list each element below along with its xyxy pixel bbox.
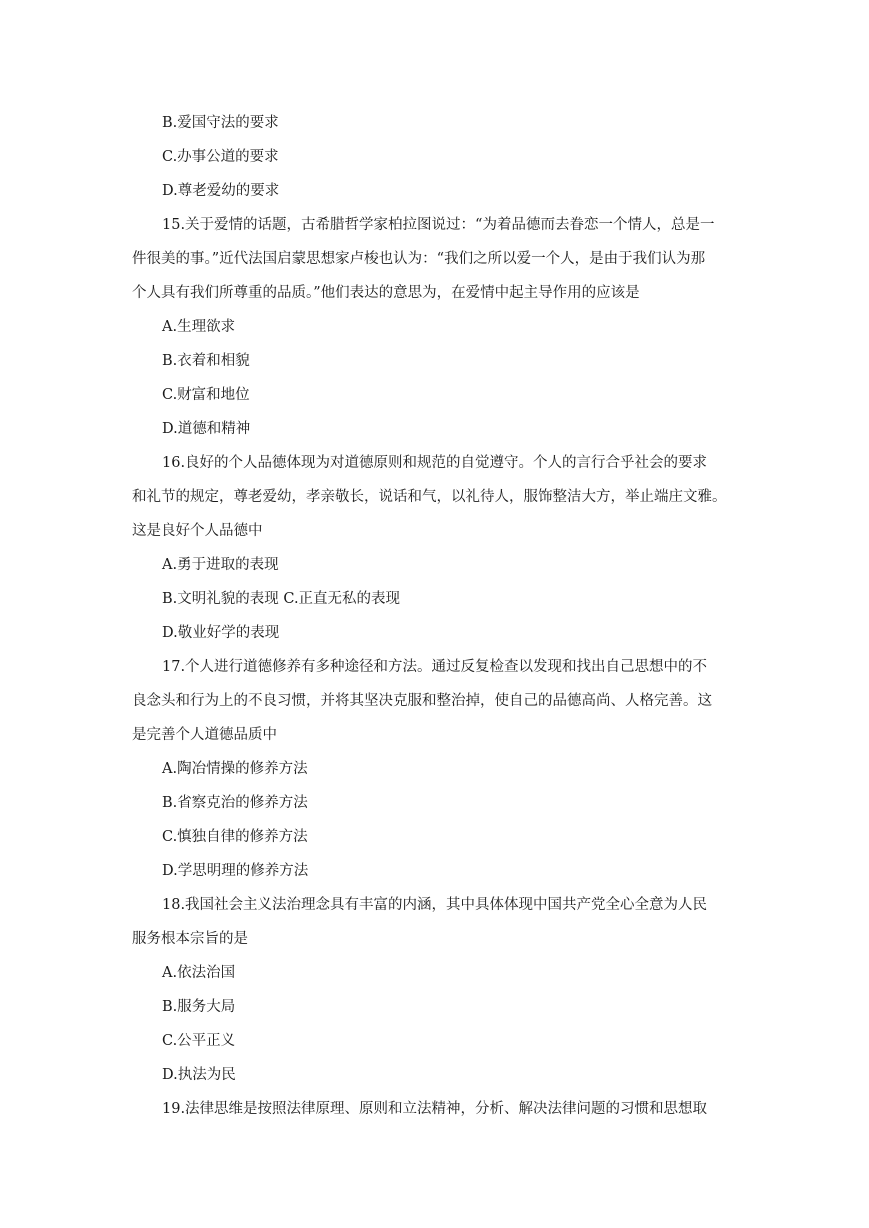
option-d-q16: D.敬业好学的表现 <box>162 625 280 641</box>
question-15-line-1: 15.关于爱情的话题，古希腊哲学家柏拉图说过：“为着品德而去眷恋一个情人，总是一 <box>162 217 715 233</box>
option-c-q14: C.办事公道的要求 <box>162 149 279 165</box>
option-b-c-q16: B.文明礼貌的表现 C.正直无私的表现 <box>162 591 401 607</box>
option-c-q18: C.公平正义 <box>162 1033 236 1049</box>
option-d-q18: D.执法为民 <box>162 1067 236 1083</box>
option-b-q17: B.省察克治的修养方法 <box>162 795 308 811</box>
option-d-q14: D.尊老爱幼的要求 <box>162 183 280 199</box>
option-b-q15: B.衣着和相貌 <box>162 353 250 369</box>
question-17-line-1: 17.个人进行道德修养有多种途径和方法。通过反复检查以发现和找出自己思想中的不 <box>162 659 708 675</box>
option-a-q18: A.依法治国 <box>162 965 236 981</box>
option-d-q17: D.学思明理的修养方法 <box>162 863 309 879</box>
question-19-line-1: 19.法律思维是按照法律原理、原则和立法精神，分析、解决法律问题的习惯和思想取 <box>162 1101 708 1117</box>
question-17-line-3: 是完善个人道德品质中 <box>132 727 277 743</box>
option-a-q17: A.陶冶情操的修养方法 <box>162 761 308 777</box>
option-b-q18: B.服务大局 <box>162 999 236 1015</box>
question-18-line-1: 18.我国社会主义法治理念具有丰富的内涵，其中具体体现中国共产党全心全意为人民 <box>162 897 708 913</box>
option-b-q14: B.爱国守法的要求 <box>162 115 279 131</box>
question-15-line-2: 件很美的事。”近代法国启蒙思想家卢梭也认为：“我们之所以爱一个人，是由于我们认为那 <box>132 251 706 267</box>
question-16-line-1: 16.良好的个人品德体现为对道德原则和规范的自觉遵守。个人的言行合乎社会的要求 <box>162 455 708 471</box>
option-d-q15: D.道德和精神 <box>162 421 251 437</box>
option-a-q16: A.勇于进取的表现 <box>162 557 279 573</box>
question-15-line-3: 个人具有我们所尊重的品质。”他们表达的意思为，在爱情中起主导作用的应该是 <box>132 285 640 301</box>
option-c-q15: C.财富和地位 <box>162 387 250 403</box>
question-17-line-2: 良念头和行为上的不良习惯，并将其坚决克服和整治掉，使自己的品德高尚、人格完善。这 <box>132 693 712 709</box>
option-c-q17: C.慎独自律的修养方法 <box>162 829 308 845</box>
question-16-line-3: 这是良好个人品德中 <box>132 523 263 539</box>
question-16-line-2: 和礼节的规定，尊老爱幼，孝亲敬长，说话和气，以礼待人，服饰整洁大方，举止端庄文雅。 <box>132 489 727 505</box>
question-18-line-2: 服务根本宗旨的是 <box>132 931 248 947</box>
option-a-q15: A.生理欲求 <box>162 319 236 335</box>
